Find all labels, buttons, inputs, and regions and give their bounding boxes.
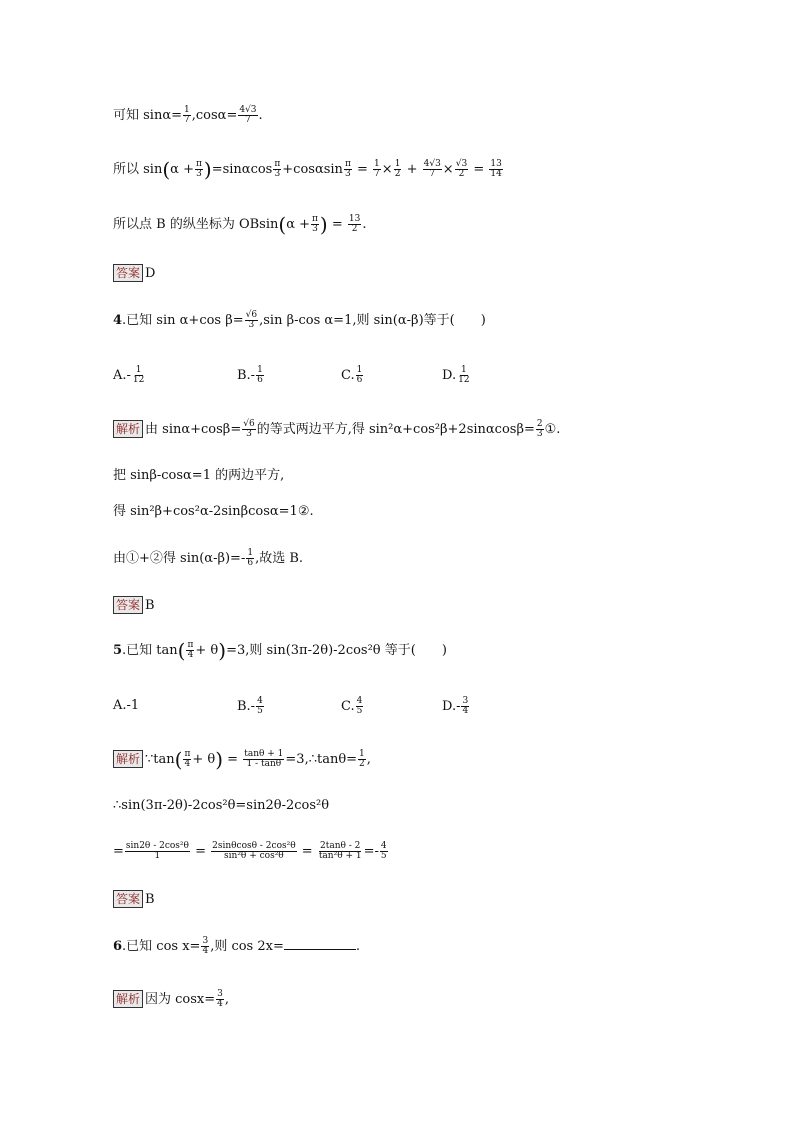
answer-line: 答案 B <box>113 890 155 909</box>
question-6: 6.已知 cos x= $\frac{3}{4}$ ,则 cos 2x= . <box>113 936 360 956</box>
analysis-tag: 解析 <box>113 420 143 438</box>
analysis-line-1: 解析 ∵tan( $\frac{\pi}{4}$ + θ) = $\frac{\tan\theta + 1}{1 - \tan\theta}$ =3,∴tanθ= $\frac{1}{2}$ , <box>113 750 371 769</box>
option-a[interactable]: A.-1 <box>113 698 140 713</box>
answer-tag: 答案 <box>113 264 143 282</box>
option-b[interactable]: B.- $\frac{1}{6}$ <box>237 365 263 385</box>
solution-line-2: 所以 sin(α + $\frac{\pi}{3}$ )=sinαcos $\frac{\pi}{3}$ +cosαsin $\frac{\pi}{3}$ = $\frac{1}{7}$ × $\frac{1}{2}$ + $\frac{4√3}{7}$ × $\frac{√3}{2}$ = $\frac{13}{14}$ <box>113 157 502 182</box>
option-d[interactable]: D.- $\frac{3}{4}$ <box>442 696 469 716</box>
answer-blank[interactable] <box>284 939 356 950</box>
solution-line-3: 所以点 B 的纵坐标为 OBsin(α + $\frac{\pi}{3}$ ) = $\frac{13}{2}$ . <box>113 212 367 237</box>
analysis-line-3: 得 sin²β+cos²α-2sinβcosα=1②. <box>113 504 314 519</box>
option-d[interactable]: D. $\frac{1}{12}$ <box>442 365 470 385</box>
option-a[interactable]: A.- $\frac{1}{12}$ <box>113 365 145 385</box>
fraction: $\frac{1}{7}$ <box>184 105 190 125</box>
analysis-line-3: = $\frac{\text{sin2θ - 2cos²θ}}{1}$ = $\frac{\text{2sinθcosθ - 2cos²θ}}{\text{sin²θ + cos²θ}}$ = $\frac{2\tan\theta - 2}{\text{tan²θ + 1}}$ =- $\frac{4}{5}$ <box>113 841 387 861</box>
text: ,cosα= <box>191 108 238 123</box>
question-5: 5.已知 tan( $\frac{\pi}{4}$ + θ)=3,则 sin(3π-2θ)-2cos²θ 等于( ) <box>113 638 447 663</box>
question-4: 4.已知 sin α+cos β= $\frac{√6}{3}$ ,sin β-cos α=1,则 sin(α-β)等于( ) <box>113 310 486 330</box>
text: 可知 sinα= <box>113 108 183 123</box>
solution-line-1: 可知 sinα= $\frac{1}{7}$ ,cosα= $\frac{4√3}{7}$ . <box>113 105 263 125</box>
analysis-line-2: ∴sin(3π-2θ)-2cos²θ=sin2θ-2cos²θ <box>113 798 330 813</box>
analysis-line-1: 解析 因为 cosx= $\frac{3}{4}$ , <box>113 990 229 1009</box>
answer-line: 答案 D <box>113 264 155 283</box>
fraction: $\frac{4√3}{7}$ <box>239 105 257 125</box>
option-b[interactable]: B.- $\frac{4}{5}$ <box>237 696 263 716</box>
option-c[interactable]: C. $\frac{4}{5}$ <box>341 696 363 716</box>
answer-line: 答案 B <box>113 596 155 615</box>
analysis-line-4: 由①+②得 sin(α-β)=- $\frac{1}{6}$ ,故选 B. <box>113 548 304 568</box>
analysis-line-1: 解析 由 sinα+cosβ= $\frac{√6}{3}$ 的等式两边平方,得 sin²α+cos²β+2sinαcosβ= $\frac{2}{3}$ ①. <box>113 420 560 439</box>
analysis-line-2: 把 sinβ-cosα=1 的两边平方, <box>113 468 285 483</box>
option-c[interactable]: C. $\frac{1}{6}$ <box>341 365 363 385</box>
